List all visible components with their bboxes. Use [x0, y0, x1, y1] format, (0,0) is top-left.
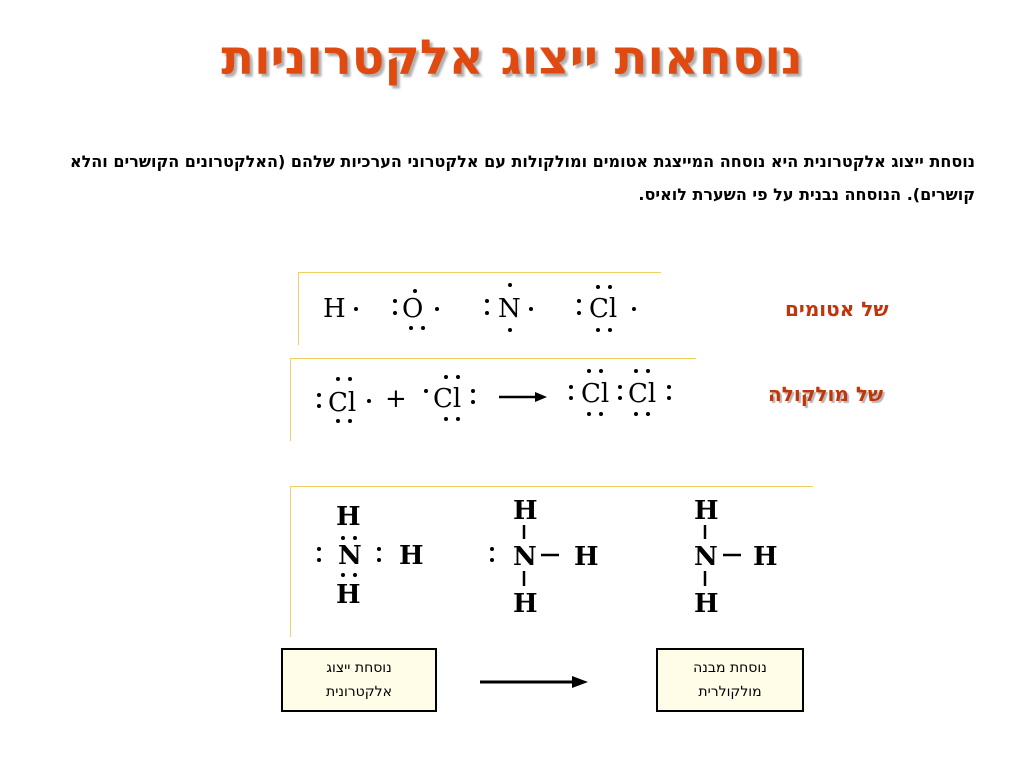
product-cl-1: Cl — [581, 379, 610, 409]
transition-arrow — [478, 672, 590, 692]
molecule-panel — [290, 358, 696, 441]
atoms-panel — [298, 272, 661, 345]
structural-formula-box — [656, 648, 804, 712]
nh3-struct-n: N — [694, 542, 718, 572]
atom-cl: Cl — [589, 294, 618, 324]
page-title: נוסחאות ייצוג אלקטרוניות — [221, 30, 803, 86]
nh3-lewis-h-bottom: H — [336, 580, 361, 610]
nh3-struct-h-top: H — [694, 496, 719, 526]
intro-paragraph: נוסחת ייצוג אלקטרונית היא נוסחה המייצגת אטומים ומולקולות עם אלקטרוני הערכיות שלהם (האלקטרונים הקושרים והלא קושרים). הנוסחה נבנית על פי השערת לואיס. — [69, 152, 975, 204]
ammonia-panel — [290, 486, 813, 637]
nh3-lewis-h-right: H — [399, 541, 424, 571]
reactant-cl-1: Cl — [328, 388, 357, 418]
label-molecule: של מולקולה — [768, 382, 884, 406]
nh3-struct-h-bottom: H — [694, 589, 719, 619]
reactant-cl-2: Cl — [433, 384, 462, 414]
nh3-mixed-h-top: H — [513, 496, 538, 526]
nh3-struct-h-right: H — [753, 542, 778, 572]
nh3-mixed-h-right: H — [574, 542, 599, 572]
label-atoms: של אטומים — [785, 297, 889, 321]
electron-formula-box — [281, 648, 437, 712]
nh3-lewis-n: N — [338, 541, 362, 571]
electron-formula-label: נוסחת ייצוג אלקטרונית — [326, 660, 392, 700]
atom-h: H — [323, 294, 346, 324]
nh3-mixed-h-bottom: H — [513, 589, 538, 619]
nh3-lewis-h-top: H — [336, 502, 361, 532]
structural-formula-label: נוסחת מבנה מולקולרית — [693, 660, 767, 700]
nh3-mixed-n: N — [513, 542, 537, 572]
atom-o: O — [402, 294, 424, 324]
product-cl-2: Cl — [628, 379, 657, 409]
atom-n: N — [498, 294, 521, 324]
plus-sign: + — [385, 384, 407, 414]
